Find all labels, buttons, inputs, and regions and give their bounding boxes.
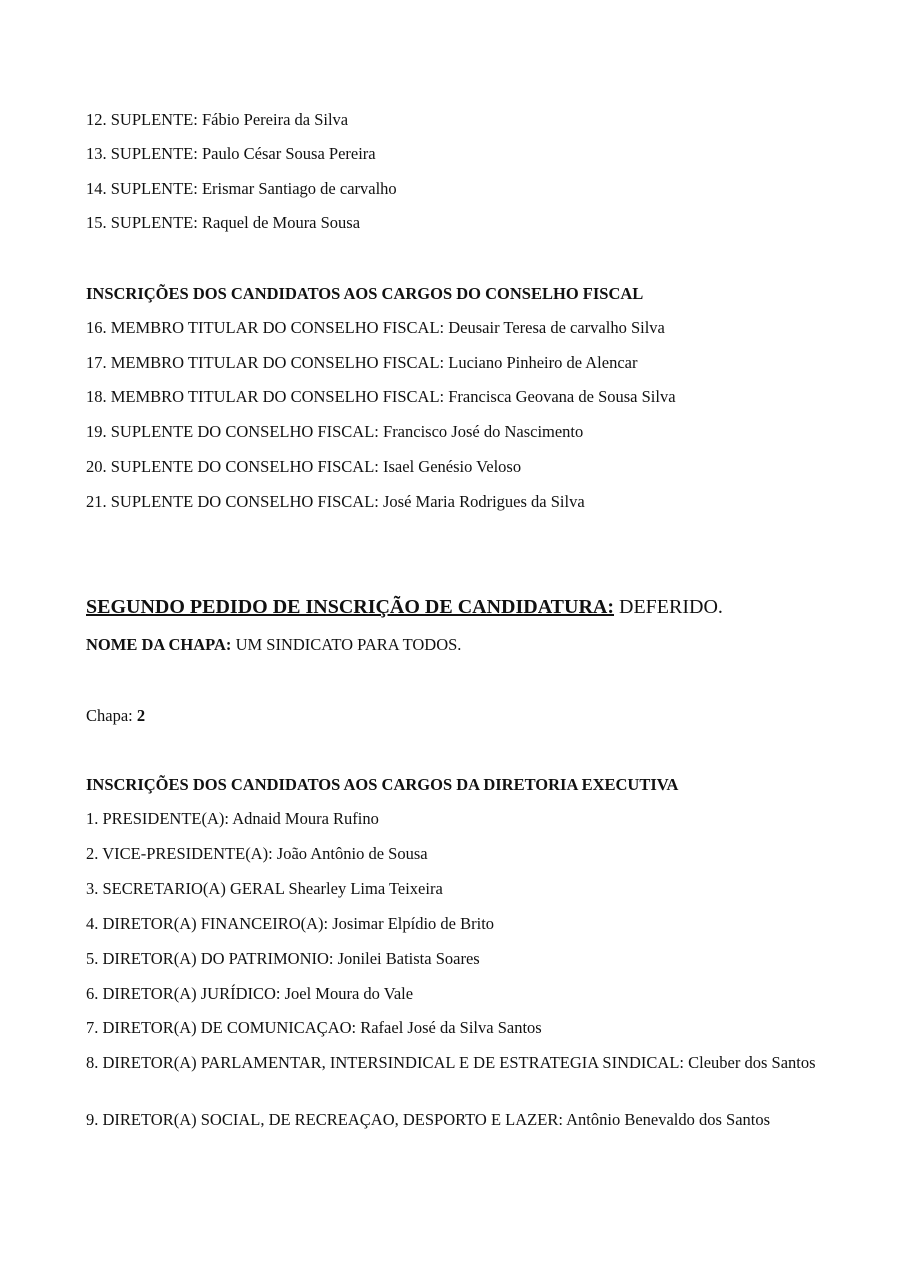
chapa-number: 2 <box>136 706 146 725</box>
list-item: 12. SUPLENTE: Fábio Pereira da Silva <box>86 110 349 129</box>
list-item: 6. DIRETOR(A) JURÍDICO: Joel Moura do Vale <box>86 984 414 1003</box>
list-item: 14. SUPLENTE: Erismar Santiago de carvalho <box>86 179 397 198</box>
chapa-name-label: NOME DA CHAPA: <box>86 635 232 654</box>
list-item: 4. DIRETOR(A) FINANCEIRO(A): Josimar Elpídio de Brito <box>86 914 495 933</box>
list-item: 9. DIRETOR(A) SOCIAL, DE RECREAÇAO, DESPORTO E LAZER: Antônio Benevaldo dos Santos <box>86 1110 771 1129</box>
list-item: 7. DIRETOR(A) DE COMUNICAÇAO: Rafael José da Silva Santos <box>86 1018 542 1037</box>
list-item: 3. SECRETARIO(A) GERAL Shearley Lima Teixeira <box>86 879 443 898</box>
list-item: 8. DIRETOR(A) PARLAMENTAR, INTERSINDICAL E DE ESTRATEGIA SINDICAL: Cleuber dos Santos <box>86 1053 816 1072</box>
section-heading-diretoria-executiva: INSCRIÇÕES DOS CANDIDATOS AOS CARGOS DA DIRETORIA EXECUTIVA <box>86 775 679 794</box>
section-heading-conselho-fiscal: INSCRIÇÕES DOS CANDIDATOS AOS CARGOS DO CONSELHO FISCAL <box>86 284 644 303</box>
list-item: 15. SUPLENTE: Raquel de Moura Sousa <box>86 213 361 232</box>
list-item: 20. SUPLENTE DO CONSELHO FISCAL: Isael Genésio Veloso <box>86 457 522 476</box>
chapa-name-line <box>86 635 461 655</box>
second-request-title <box>86 595 723 619</box>
list-item: 1. PRESIDENTE(A): Adnaid Moura Rufino <box>86 809 379 828</box>
second-request-status: DEFERIDO. <box>614 596 723 618</box>
list-item: 5. DIRETOR(A) DO PATRIMONIO: Jonilei Batista Soares <box>86 949 480 968</box>
list-item: 18. MEMBRO TITULAR DO CONSELHO FISCAL: Francisca Geovana de Sousa Silva <box>86 387 676 406</box>
list-item: 17. MEMBRO TITULAR DO CONSELHO FISCAL: Luciano Pinheiro de Alencar <box>86 353 638 372</box>
list-item: 13. SUPLENTE: Paulo César Sousa Pereira <box>86 144 376 163</box>
chapa-name-value: UM SINDICATO PARA TODOS. <box>231 635 462 654</box>
list-item: 19. SUPLENTE DO CONSELHO FISCAL: Francisco José do Nascimento <box>86 422 584 441</box>
chapa-label: Chapa: <box>86 706 137 725</box>
list-item: 21. SUPLENTE DO CONSELHO FISCAL: José Maria Rodrigues da Silva <box>86 492 585 511</box>
chapa-number-line <box>86 706 145 726</box>
list-item: 2. VICE-PRESIDENTE(A): João Antônio de Sousa <box>86 844 428 863</box>
second-request-label: SEGUNDO PEDIDO DE INSCRIÇÃO DE CANDIDATURA: <box>86 596 615 618</box>
list-item: 16. MEMBRO TITULAR DO CONSELHO FISCAL: Deusair Teresa de carvalho Silva <box>86 318 665 337</box>
